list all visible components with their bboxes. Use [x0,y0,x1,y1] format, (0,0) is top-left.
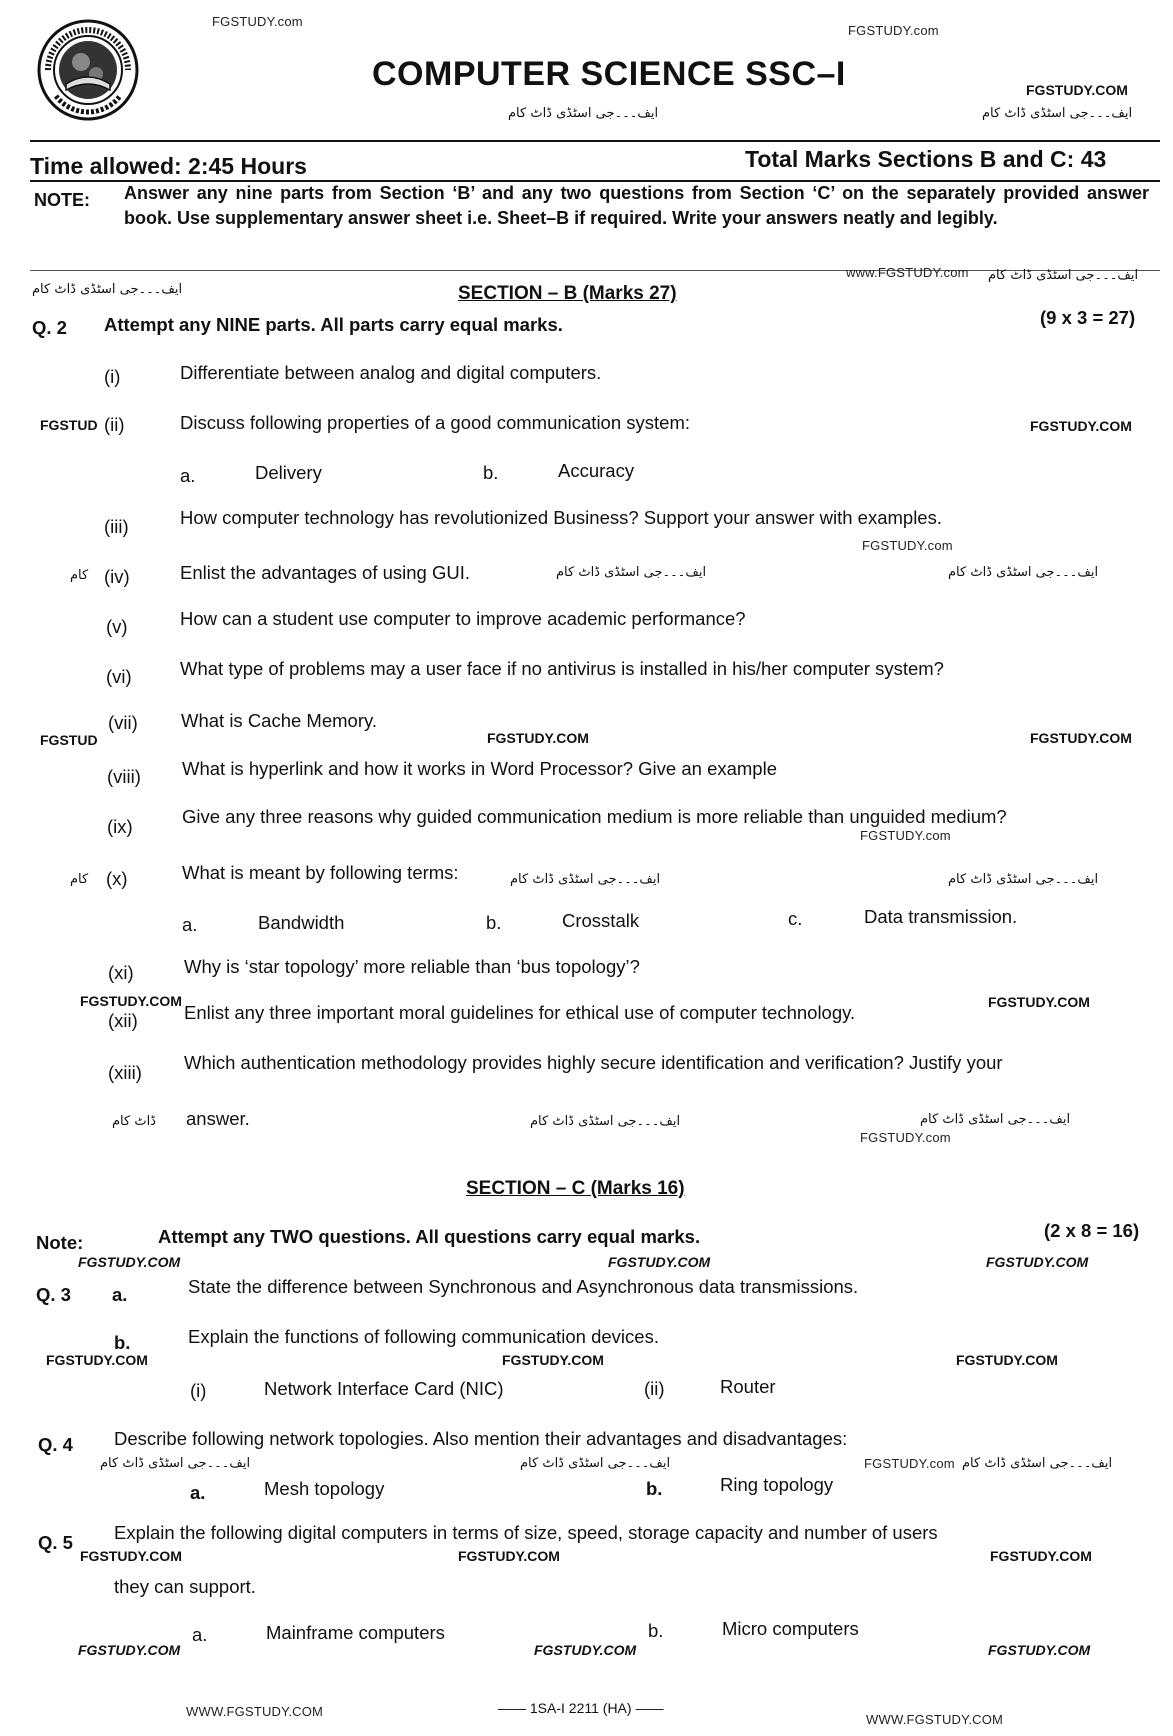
watermark-q2-xii-left: FGSTUDY.COM [80,993,182,1009]
part-number: (xii) [108,1010,138,1031]
footer-watermark-left: WWW.FGSTUDY.COM [186,1704,324,1719]
sub-label: b. [483,462,499,483]
board-seal [36,18,140,122]
section-c-heading: SECTION – C (Marks 16) [466,1178,685,1199]
part-text: What is Cache Memory. [181,710,378,731]
q3-a-label: a. [112,1284,128,1305]
part-number: (vi) [106,666,132,687]
watermark-urdu-x-left: کام [70,872,89,887]
q3-label: Q. 3 [36,1284,71,1305]
part-number: (ix) [107,816,133,837]
note-text: Answer any nine parts from Section ‘B’ and any two questions from Section ‘C’ on the separately provided answer book. Use supplementary answer sheet i.e. Sheet–B if required. Write your answers neatly and legibly. [124,183,1149,228]
watermark-secb-right: www.FGSTUDY.com [846,265,969,280]
part-text: What is meant by following terms: [182,862,459,883]
part-number: (xi) [108,962,134,983]
page-title: COMPUTER SCIENCE SSC–I [372,55,846,93]
part-number: (ii) [104,414,125,435]
q4-sub-text: Mesh topology [264,1478,385,1499]
part-text: What is hyperlink and how it works in Word Processor? Give an example [182,758,777,779]
part-text: How can a student use computer to improve academic performance? [180,608,746,629]
sub-text: Delivery [255,462,322,483]
part-number: (viii) [107,766,141,787]
watermark-top-left: FGSTUDY.com [212,14,303,29]
watermark-secc-left: FGSTUDY.COM [78,1254,181,1270]
q3-b-sub-label: (i) [190,1380,207,1401]
part-number: (x) [106,868,128,889]
part-number: (i) [104,366,121,387]
part-number: (xiii) [108,1062,142,1083]
q5-sub-text: Mainframe computers [266,1622,445,1643]
sub-label: a. [180,465,196,486]
watermark-q2-xiii-right: FGSTUDY.com [860,1130,951,1145]
watermark-q2-ix-right: FGSTUDY.com [860,828,951,843]
sub-text: Accuracy [558,460,635,481]
watermark-q5-mid: FGSTUDY.COM [458,1548,560,1564]
watermark-q5b-left: FGSTUDY.COM [78,1642,181,1658]
watermark-q3b-right: FGSTUDY.COM [956,1352,1058,1368]
q4-sub-text: Ring topology [720,1474,834,1495]
watermark-urdu-secb-left: ایف۔۔۔جی اسٹڈی ڈاٹ کام [32,282,183,297]
watermark-q2-ii-left: FGSTUD [40,417,98,433]
part-text: How computer technology has revolutionized Business? Support your answer with examples. [180,507,942,528]
watermark-q3b-mid: FGSTUDY.COM [502,1352,604,1368]
q4-sub-label: b. [646,1478,663,1499]
part-text: Enlist any three important moral guidelines for ethical use of computer technology. [184,1002,856,1023]
q3-b-sub-label: (ii) [644,1378,665,1399]
part-number: (iv) [104,566,130,587]
watermark-urdu-iv-right: ایف۔۔۔جی اسٹڈی ڈاٹ کام [948,565,1099,580]
watermark-q2-xii-right: FGSTUDY.COM [988,994,1090,1010]
q3-a-text: State the difference between Synchronous and Asynchronous data transmissions. [188,1276,859,1297]
sub-text: Bandwidth [258,912,345,933]
part-text: Differentiate between analog and digital computers. [180,362,602,383]
watermark-q5-left: FGSTUDY.COM [80,1548,182,1564]
paper-code: —— 1SA-I 2211 (HA) —— [498,1700,664,1716]
watermark-urdu-xiii-right: ایف۔۔۔جی اسٹڈی ڈاٹ کام [920,1112,1071,1127]
part-text: Give any three reasons why guided communication medium is more reliable than unguided medium? [182,806,1007,827]
watermark-q5b-mid: FGSTUDY.COM [534,1642,637,1658]
sub-label: a. [182,914,198,935]
watermark-q4-right: FGSTUDY.com [864,1456,955,1471]
q5-text: Explain the following digital computers in terms of size, speed, storage capacity and number of users [114,1522,938,1543]
section-c-note-label: Note: [36,1232,84,1253]
q5-text-continuation: they can support. [114,1576,256,1597]
q2-label: Q. 2 [32,317,67,338]
q3-b-sub-text: Router [720,1376,776,1397]
sub-text: Data transmission. [864,906,1018,927]
watermark-urdu-xiii-mid: ایف۔۔۔جی اسٹڈی ڈاٹ کام [530,1114,681,1129]
part-number: (iii) [104,516,129,537]
part-number: (v) [106,616,128,637]
section-b-heading: SECTION – B (Marks 27) [458,283,677,304]
watermark-urdu-q4-right: ایف۔۔۔جی اسٹڈی ڈاٹ کام [962,1456,1113,1471]
q5-sub-label: b. [648,1620,664,1641]
part-text: Enlist the advantages of using GUI. [180,562,471,583]
q5-sub-text: Micro computers [722,1618,859,1639]
q2-instruction: Attempt any NINE parts. All parts carry equal marks. [104,314,563,335]
part-xiii-continuation: answer. [186,1108,250,1129]
watermark-urdu-top-right: ایف۔۔۔جی اسٹڈی ڈاٹ کام [982,106,1133,121]
watermark-urdu-q4-mid: ایف۔۔۔جی اسٹڈی ڈاٹ کام [520,1456,671,1471]
section-c-instruction: Attempt any TWO questions. All questions carry equal marks. [158,1226,701,1247]
watermark-q2-ii-right: FGSTUDY.COM [1030,418,1132,434]
watermark-urdu-iv-mid: ایف۔۔۔جی اسٹڈی ڈاٹ کام [556,565,707,580]
watermark-q5-right: FGSTUDY.COM [990,1548,1092,1564]
watermark-urdu-x-right: ایف۔۔۔جی اسٹڈی ڈاٹ کام [948,872,1099,887]
watermark-q2-vii-left: FGSTUD [40,732,98,748]
q5-sub-label: a. [192,1624,208,1645]
sub-label: b. [486,912,502,933]
footer-watermark-right: WWW.FGSTUDY.COM [866,1712,1004,1727]
part-number: (vii) [108,712,138,733]
note-label: NOTE: [34,190,90,210]
part-text: Why is ‘star topology’ more reliable than ‘bus topology’? [184,956,640,977]
q4-sub-label: a. [190,1482,206,1503]
part-text: Which authentication methodology provides highly secure identification and verification? Justify your [184,1052,1003,1073]
sub-label: c. [788,908,803,929]
watermark-q2-vii-right: FGSTUDY.COM [1030,730,1132,746]
watermark-q2-iii-right: FGSTUDY.com [862,538,953,553]
header-rule-top [30,140,1160,142]
watermark-urdu-q4-left: ایف۔۔۔جی اسٹڈی ڈاٹ کام [100,1456,251,1471]
watermark-urdu-iv-left: کام [70,568,89,583]
q5-label: Q. 5 [38,1532,73,1553]
watermark-urdu-x-mid: ایف۔۔۔جی اسٹڈی ڈاٹ کام [510,872,661,887]
q2-marks: (9 x 3 = 27) [1040,307,1136,328]
time-allowed: Time allowed: 2:45 Hours [30,153,307,179]
q3-b-sub-text: Network Interface Card (NIC) [264,1378,504,1399]
watermark-q5b-right: FGSTUDY.COM [988,1642,1091,1658]
q3-b-text: Explain the functions of following communication devices. [188,1326,659,1347]
watermark-top-center: FGSTUDY.com [848,23,939,38]
watermark-urdu-top-mid: ایف۔۔۔جی اسٹڈی ڈاٹ کام [508,106,659,121]
watermark-top-right: FGSTUDY.COM [1026,82,1128,98]
q4-label: Q. 4 [38,1434,73,1455]
watermark-urdu-xiii-left: ڈاٹ کام [112,1114,156,1129]
part-text: What type of problems may a user face if no antivirus is installed in his/her computer system? [180,658,944,679]
watermark-q3b-left: FGSTUDY.COM [46,1352,148,1368]
total-marks: Total Marks Sections B and C: 43 [745,146,1107,172]
q3-b-label: b. [114,1332,131,1353]
part-text: Discuss following properties of a good communication system: [180,412,691,433]
section-c-marks: (2 x 8 = 16) [1044,1220,1140,1241]
sub-text: Crosstalk [562,910,640,931]
watermark-secc-right: FGSTUDY.COM [986,1254,1089,1270]
q4-text: Describe following network topologies. Also mention their advantages and disadvantages: [114,1428,848,1449]
watermark-urdu-secb-right: ایف۔۔۔جی اسٹڈی ڈاٹ کام [988,268,1139,283]
watermark-secc-mid: FGSTUDY.COM [608,1254,711,1270]
watermark-q2-vii-mid: FGSTUDY.COM [487,730,589,746]
